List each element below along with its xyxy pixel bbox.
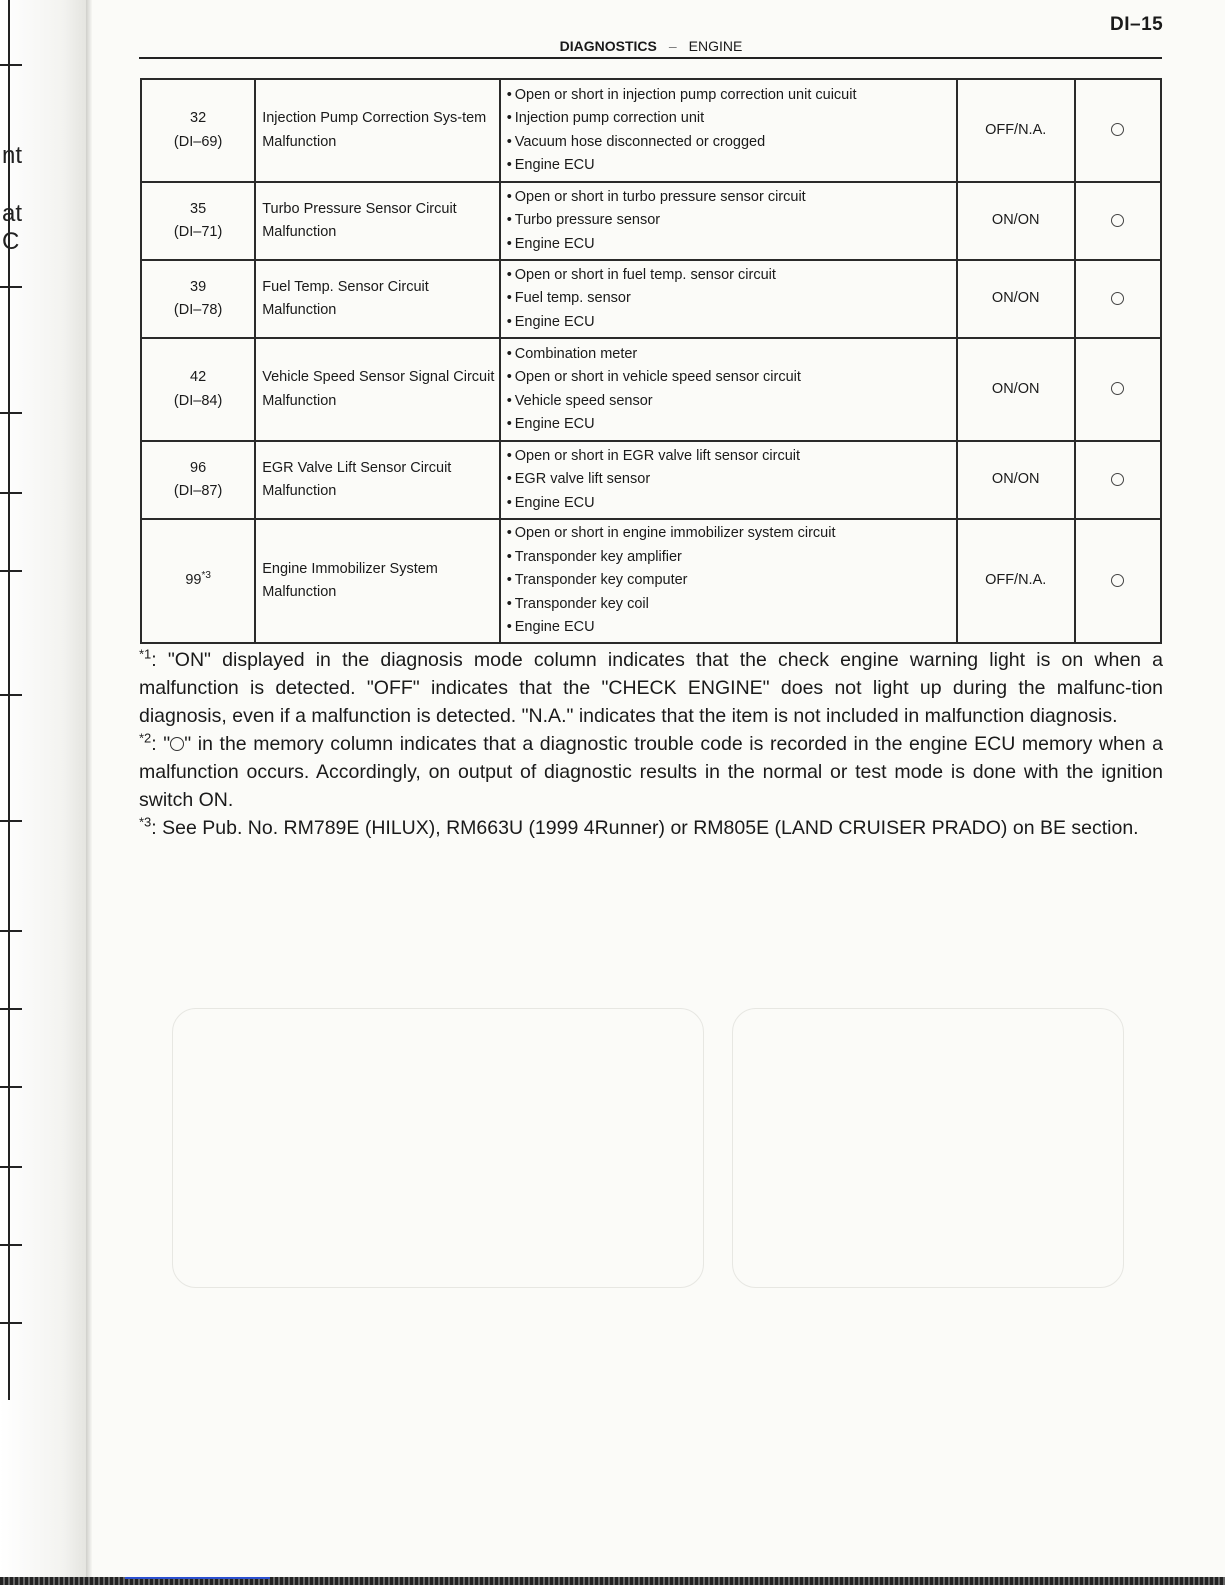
trouble-area-item: • Vehicle speed sensor xyxy=(507,390,956,414)
trouble-area-item: • Open or short in EGR valve lift sensor circuit xyxy=(507,445,956,469)
trouble-area-item: • Open or short in vehicle speed sensor circuit xyxy=(507,366,956,390)
table-row xyxy=(141,182,1161,260)
detection-item: Injection Pump Correction Sys-tem Malfunction xyxy=(255,79,499,182)
dtc-page-ref: (DI–78) xyxy=(173,302,223,318)
memory-circle-icon xyxy=(170,737,184,751)
header-subsection: ENGINE xyxy=(688,38,743,54)
show-through-figure xyxy=(172,1008,704,1288)
footnote-1 xyxy=(139,646,1163,730)
margin-tick xyxy=(0,570,22,572)
detection-item: Engine Immobilizer System Malfunction xyxy=(255,519,499,643)
page-spine-shadow xyxy=(86,0,92,1585)
dtc-code-cell xyxy=(141,338,255,441)
trouble-area-cell xyxy=(500,338,957,441)
trouble-area-list xyxy=(501,84,956,178)
dtc-code-cell xyxy=(141,182,255,260)
margin-tick xyxy=(0,930,22,932)
detection-item: EGR Valve Lift Sensor Circuit Malfunction xyxy=(255,441,499,519)
diagnosis-mode: OFF/N.A. xyxy=(957,519,1075,643)
binding-margin xyxy=(0,0,90,1585)
scan-edge-mark xyxy=(125,1577,270,1579)
trouble-area-item: • Transponder key coil xyxy=(507,593,956,617)
dtc-page-ref: (DI–87) xyxy=(173,483,223,499)
memory-circle-icon xyxy=(1111,292,1124,305)
footnote-3 xyxy=(139,814,1163,842)
margin-tick xyxy=(0,1322,22,1324)
trouble-area-item: • Combination meter xyxy=(507,343,956,367)
trouble-area-item: • Engine ECU xyxy=(507,492,956,516)
diagnosis-mode: ON/ON xyxy=(957,338,1075,441)
trouble-area-item: • Injection pump correction unit xyxy=(507,107,956,131)
footnote-text: : "ON" displayed in the diagnosis mode column indicates that the check engine warning light is on when a malfunction is detected. "OFF" indicates that the "CHECK ENGINE" does not light up during the malfunc-tion diagnosis, even if a malfunction is detected. "N.A." indicates that the item is not included in malfunction diagnosis. xyxy=(139,649,1163,727)
dtc-table-body xyxy=(141,79,1161,643)
margin-tick xyxy=(0,286,22,288)
table-row xyxy=(141,79,1161,182)
trouble-area-cell xyxy=(500,519,957,643)
dtc-code-cell xyxy=(141,519,255,643)
dtc-page-ref: (DI–71) xyxy=(173,224,223,240)
margin-tick xyxy=(0,64,22,66)
memory-cell xyxy=(1075,79,1161,182)
trouble-area-item: • Transponder key amplifier xyxy=(507,546,956,570)
trouble-area-cell xyxy=(500,441,957,519)
table-row xyxy=(141,260,1161,338)
memory-circle-icon xyxy=(1111,473,1124,486)
dtc-code-cell xyxy=(141,79,255,182)
scan-bottom-edge xyxy=(0,1577,1225,1585)
diagnosis-mode: ON/ON xyxy=(957,182,1075,260)
memory-cell xyxy=(1075,182,1161,260)
footnote-text: " in the memory column indicates that a diagnostic trouble code is recorded in the engine ECU memory when a malfunction occurs. Accordingly, on output of diagnostic results in the normal or test mode is done with the ignition switch ON. xyxy=(139,733,1163,811)
dtc-code-cell xyxy=(141,441,255,519)
trouble-area-item: • Open or short in injection pump correction unit cuicuit xyxy=(507,84,956,108)
diagnosis-mode: OFF/N.A. xyxy=(957,79,1075,182)
trouble-area-list xyxy=(501,264,956,335)
memory-cell xyxy=(1075,519,1161,643)
margin-tick xyxy=(0,1008,22,1010)
trouble-area-list xyxy=(501,343,956,437)
dtc-code xyxy=(142,569,254,593)
detection-item: Vehicle Speed Sensor Signal Circuit Malfunction xyxy=(255,338,499,441)
trouble-area-item: • Open or short in fuel temp. sensor circuit xyxy=(507,264,956,288)
footnote-mark: *3 xyxy=(139,814,152,830)
margin-tick xyxy=(0,1244,22,1246)
margin-bleed-text: nt xyxy=(2,142,23,169)
running-header xyxy=(140,38,1162,54)
dtc-page-ref: (DI–84) xyxy=(173,392,223,409)
trouble-area-cell xyxy=(500,260,957,338)
dtc-table xyxy=(140,78,1162,644)
page-number: DI–15 xyxy=(1110,14,1164,35)
footnote-2 xyxy=(139,730,1163,814)
footnote-mark: *2 xyxy=(139,730,152,746)
header-separator: – xyxy=(668,38,677,54)
memory-cell xyxy=(1075,441,1161,519)
dtc-code-number: 99 xyxy=(185,572,202,589)
margin-tick xyxy=(0,412,22,414)
trouble-area-list xyxy=(501,445,956,516)
margin-tick xyxy=(0,694,22,696)
trouble-area-list xyxy=(501,186,956,257)
trouble-area-cell xyxy=(500,182,957,260)
dtc-code-footnote-mark: *3 xyxy=(201,570,211,582)
trouble-area-item: • Engine ECU xyxy=(507,154,956,178)
trouble-area-item: • EGR valve lift sensor xyxy=(507,468,956,492)
trouble-area-item: • Open or short in turbo pressure sensor circuit xyxy=(507,186,956,210)
footnote-prefix: : " xyxy=(151,733,171,755)
dtc-code: 32 xyxy=(190,110,207,126)
header-rule xyxy=(139,57,1162,59)
diagnosis-mode: ON/ON xyxy=(957,260,1075,338)
table-row xyxy=(141,338,1161,441)
show-through-figure xyxy=(732,1008,1124,1288)
header-section: DIAGNOSTICS xyxy=(559,38,657,54)
footnote-mark: *1 xyxy=(139,646,152,662)
memory-circle-icon xyxy=(1111,382,1124,395)
trouble-area-item: • Engine ECU xyxy=(507,311,956,335)
margin-tick xyxy=(0,492,22,494)
margin-bleed-text: C xyxy=(2,228,20,255)
table-row xyxy=(141,441,1161,519)
trouble-area-item: • Fuel temp. sensor xyxy=(507,287,956,311)
table-row xyxy=(141,519,1161,643)
trouble-area-item: • Engine ECU xyxy=(507,413,956,437)
margin-tick xyxy=(0,1166,22,1168)
memory-circle-icon xyxy=(1111,123,1124,136)
trouble-area-item: • Open or short in engine immobilizer system circuit xyxy=(507,522,956,546)
dtc-page-ref: (DI–69) xyxy=(173,133,223,150)
dtc-code: 35 xyxy=(190,200,207,217)
memory-circle-icon xyxy=(1111,574,1124,587)
dtc-code-cell xyxy=(141,260,255,338)
dtc-code: 96 xyxy=(190,459,207,476)
trouble-area-item: • Turbo pressure sensor xyxy=(507,209,956,233)
trouble-area-item: • Engine ECU xyxy=(507,616,956,640)
memory-cell xyxy=(1075,338,1161,441)
trouble-area-cell xyxy=(500,79,957,182)
margin-tick xyxy=(0,1086,22,1088)
margin-bleed-text: at xyxy=(2,200,23,227)
trouble-area-item: • Engine ECU xyxy=(507,233,956,257)
margin-tick xyxy=(0,820,22,822)
memory-circle-icon xyxy=(1111,214,1124,227)
memory-cell xyxy=(1075,260,1161,338)
trouble-area-item: • Vacuum hose disconnected or crogged xyxy=(507,131,956,155)
trouble-area-item: • Transponder key computer xyxy=(507,569,956,593)
footnote-text: : See Pub. No. RM789E (HILUX), RM663U (1999 4Runner) or RM805E (LAND CRUISER PRADO) on BE section. xyxy=(151,817,1139,839)
detection-item: Fuel Temp. Sensor Circuit Malfunction xyxy=(255,260,499,338)
dtc-code: 42 xyxy=(190,369,207,385)
footnotes xyxy=(139,646,1163,842)
detection-item: Turbo Pressure Sensor Circuit Malfunction xyxy=(255,182,499,260)
dtc-code: 39 xyxy=(190,278,207,295)
trouble-area-list xyxy=(501,522,956,640)
diagnosis-mode: ON/ON xyxy=(957,441,1075,519)
